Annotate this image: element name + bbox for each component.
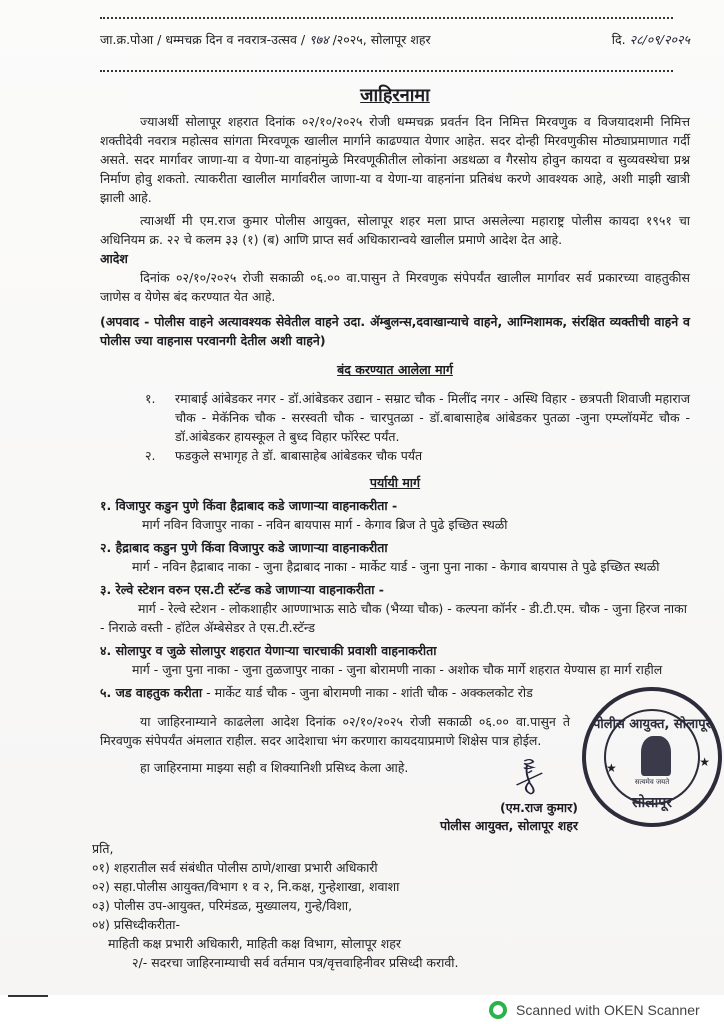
star-icon: ★ — [606, 761, 617, 775]
oken-scanner-logo-icon — [488, 1000, 508, 1020]
reference-number: जा.क्र.पोआ / धम्मचक्र दिन व नवरात्र-उत्सव / ९७४ /२०२५, सोलापूर शहर — [100, 32, 431, 47]
exception-note: (अपवाद - पोलीस वाहने अत्यावश्यक सेवेतील वाहने उदा. ॲम्बुलन्स,दवाखान्याचे वाहने, आग्निशामक, संरक्षित व्यक्तीची वाहने व पोलीस ज्या वाहनास परवानगी देतील अशी वाहने) — [100, 314, 690, 348]
signature — [505, 757, 550, 797]
paragraph-preamble: ज्याअर्थी सोलापूर शहरात दिनांक ०२/१०/२०२५ रोजी धम्मचक्र प्रवर्तन दिन निमित्त मिरवणुक व विजयादशमी निमित्त शक्तीदेवी नवरात्र महोत्सव सांगता मिरवणूक खालील मार्गाने काढण्यात येणार आहेत. सदर दोन्ही मिरवणुकीस मोठ्याप्रमाणात गर्दी असते. सदर मार्गावर जाणा-या व येणा-या वाहनांमुळे मिरवणूकीतील लोकांना अडथळा व गैरसोय होवुन कायदा व सुव्यवस्थेचा प्रश्न निर्माण होवु शकतो. त्याकरीता खालील मार्गावरील जाणा-या व येणा-या वाहनांना प्रतिबंध करणे आवश्यक आहे, अशी माझी खात्री झाली आहे. — [100, 114, 690, 205]
paragraph-validity: या जाहिरनाम्याने काढलेला आदेश दिनांक ०२/१०/२०२५ रोजी सकाळी ०६.०० वा.पासुन ते मिरवणुक संपेपर्यंत अंमलात राहील. सदर आदेशाचा भंग करणारा कायदयाप्रमाणे शिक्षेस पात्र होईल. — [100, 714, 570, 748]
reference-date: दि. २८/०९/२०२५ — [611, 32, 690, 47]
header-divider-top — [100, 17, 673, 19]
handwritten-date: २८/०९/२०२५ — [629, 32, 690, 47]
paragraph-publication: हा जाहिरनामा माझ्या सही व शिक्यानिशी प्रसिध्द केला आहे. — [140, 760, 409, 775]
alternate-route-2: २. हैद्राबाद कडुन पुणे किंवा विजापुर कडे जाणाऱ्या वाहनाकरीता मार्ग - नविन हैद्राबाद नाका - जुना हैद्राबाद नाका - मार्केट यार्ड - जुना पुना नाका - केगाव बायपास ते पुढे इच्छित स्थळी — [100, 540, 660, 574]
signatory-name: (एम.राज कुमार) — [500, 800, 578, 815]
header-divider-bottom — [100, 70, 673, 72]
paragraph-authority: त्याअर्थी मी एम.राज कुमार पोलीस आयुक्त, सोलापूर शहर मला प्राप्त असलेल्या महाराष्ट्र पोलीस कायदा १९५१ चा अधिनियम क्र. २२ चे कलम ३३ (१) (ब) आणि प्राप्त सर्व अधिकारान्वये खालील प्रमाणे आदेश देत आहे. — [100, 213, 690, 247]
alternate-route-4: ४. सोलापुर व जुळे सोलापुर शहरात येणाऱ्या चारचाकी प्रवाशी वाहनाकरीता मार्ग - जुना पुना नाका - जुना तुळजापुर नाका - जुना बोरामणी नाका - अशोक चौक मार्गे शहरात येण्यास हा मार्ग राहील — [100, 643, 663, 677]
signatory-designation: पोलीस आयुक्त, सोलापूर शहर — [439, 818, 578, 833]
scanner-watermark: Scanned with OKEN Scanner — [488, 1000, 700, 1020]
closed-routes-heading: बंद करण्यात आलेला मार्ग — [337, 362, 453, 377]
closed-route-item: २. फडकुले सभागृह ते डॉ. बाबासाहेब आंबेडकर चौक पर्यंत — [145, 448, 423, 463]
document-body — [92, 84, 711, 972]
alternate-routes-heading: पर्यायी मार्ग — [369, 475, 421, 490]
alternate-route-1: १. विजापुर कडुन पुणे किंवा हैद्राबाद कडे जाणाऱ्या वाहनाकरीता - मार्ग नविन विजापुर नाका - नविन बायपास मार्ग - केगाव ब्रिज ते पुढे इच्छित स्थळी — [100, 498, 508, 532]
paragraph-order: दिनांक ०२/१०/२०२५ रोजी सकाळी ०६.०० वा.पासुन ते मिरवणुक संपेपर्यंत खालील मार्गावर सर्व प्रकारच्या वाहतुकीस जाणेस व येणेस बंद करण्यात येत आहे. — [100, 270, 690, 304]
closed-routes-list — [145, 389, 690, 465]
signature-block — [408, 799, 578, 835]
recipients: प्रति, ०१) शहरातील सर्व संबंधीत पोलीस ठाणे/शाखा प्रभारी अधिकारी ०२) सहा.पोलीस आयुक्त/विभाग १ व २, नि.कक्ष, गुन्हेशाखा, शवाशा ०३) पोलीस उप-आयुक्त, परिमंडळ, मुख्यालय, गुन्हे/विशा, ०४) प्रसिध्दीकरीता- माहिती कक्ष प्रभारी अधिकारी, माहिती कक्ष विभाग, सोलापूर शहर २/- सदरचा जाहिरनाम्याची सर्व वर्तमान पत्र/वृत्तवाहिनीवर प्रसिध्दी करावी. — [92, 839, 690, 972]
page-title: जाहिरनामा — [360, 85, 430, 106]
alternate-route-3: ३. रेल्वे स्टेशन वरुन एस.टी स्टॅन्ड कडे जाणाऱ्या वाहनाकरीता - मार्ग - रेल्वे स्टेशन - लोकशाहीर आण्णाभाऊ साठे चौक (भैय्या चौक) - कल्पना कॉर्नर - डी.टी.एम. चौक - जुना हिरज नाका - निराळे वस्ती - हॉटेल ॲम्बेसेडर ते एस.टी.स्टॅन्ड — [100, 582, 687, 635]
recipient-item: ०४) प्रसिध्दीकरीता- — [92, 917, 181, 932]
recipient-item: ०३) पोलीस उप-आयुक्त, परिमंडळ, मुख्यालय, गुन्हे/विशा, — [92, 898, 353, 913]
order-heading: आदेश — [100, 251, 128, 266]
star-icon: ★ — [699, 755, 710, 769]
alternate-route-5: ५. जड वाहतुक करीता - मार्केट यार्ड चौक - जुना बोरामणी नाका - शांती चौक - अक्कलकोट रोड — [100, 685, 533, 700]
reference-line — [100, 30, 690, 49]
emblem-icon — [641, 736, 671, 776]
official-seal: पोलीस आयुक्त, सोलापूर सत्यमेव जयते ★ ★ सोलापूर — [582, 687, 722, 827]
handwritten-ref-number: ९७४ — [309, 32, 329, 47]
closed-route-item: १. रमाबाई आंबेडकर नगर - डॉ.आंबेडकर उद्यान - सम्राट चौक - मिलींद नगर - अस्थि विहार - छत्रपती शिवाजी महाराज चौक - मेकॅनिक चौक - सरस्वती चौक - चारपुतळा - डॉ.बाबासाहेब आंबेडकर पुतळा -जुना एम्प्लॉयमेंट चौक - डॉ.आंबेडकर हायस्कूल ते बुध्द विहार फॉरेस्ट पर्यंत. — [145, 391, 690, 444]
recipient-item: ०२) सहा.पोलीस आयुक्त/विभाग १ व २, नि.कक्ष, गुन्हेशाखा, शवाशा — [92, 879, 400, 894]
page-edge — [8, 995, 48, 997]
recipient-item: ०१) शहरातील सर्व संबंधीत पोलीस ठाणे/शाखा प्रभारी अधिकारी — [92, 860, 378, 875]
